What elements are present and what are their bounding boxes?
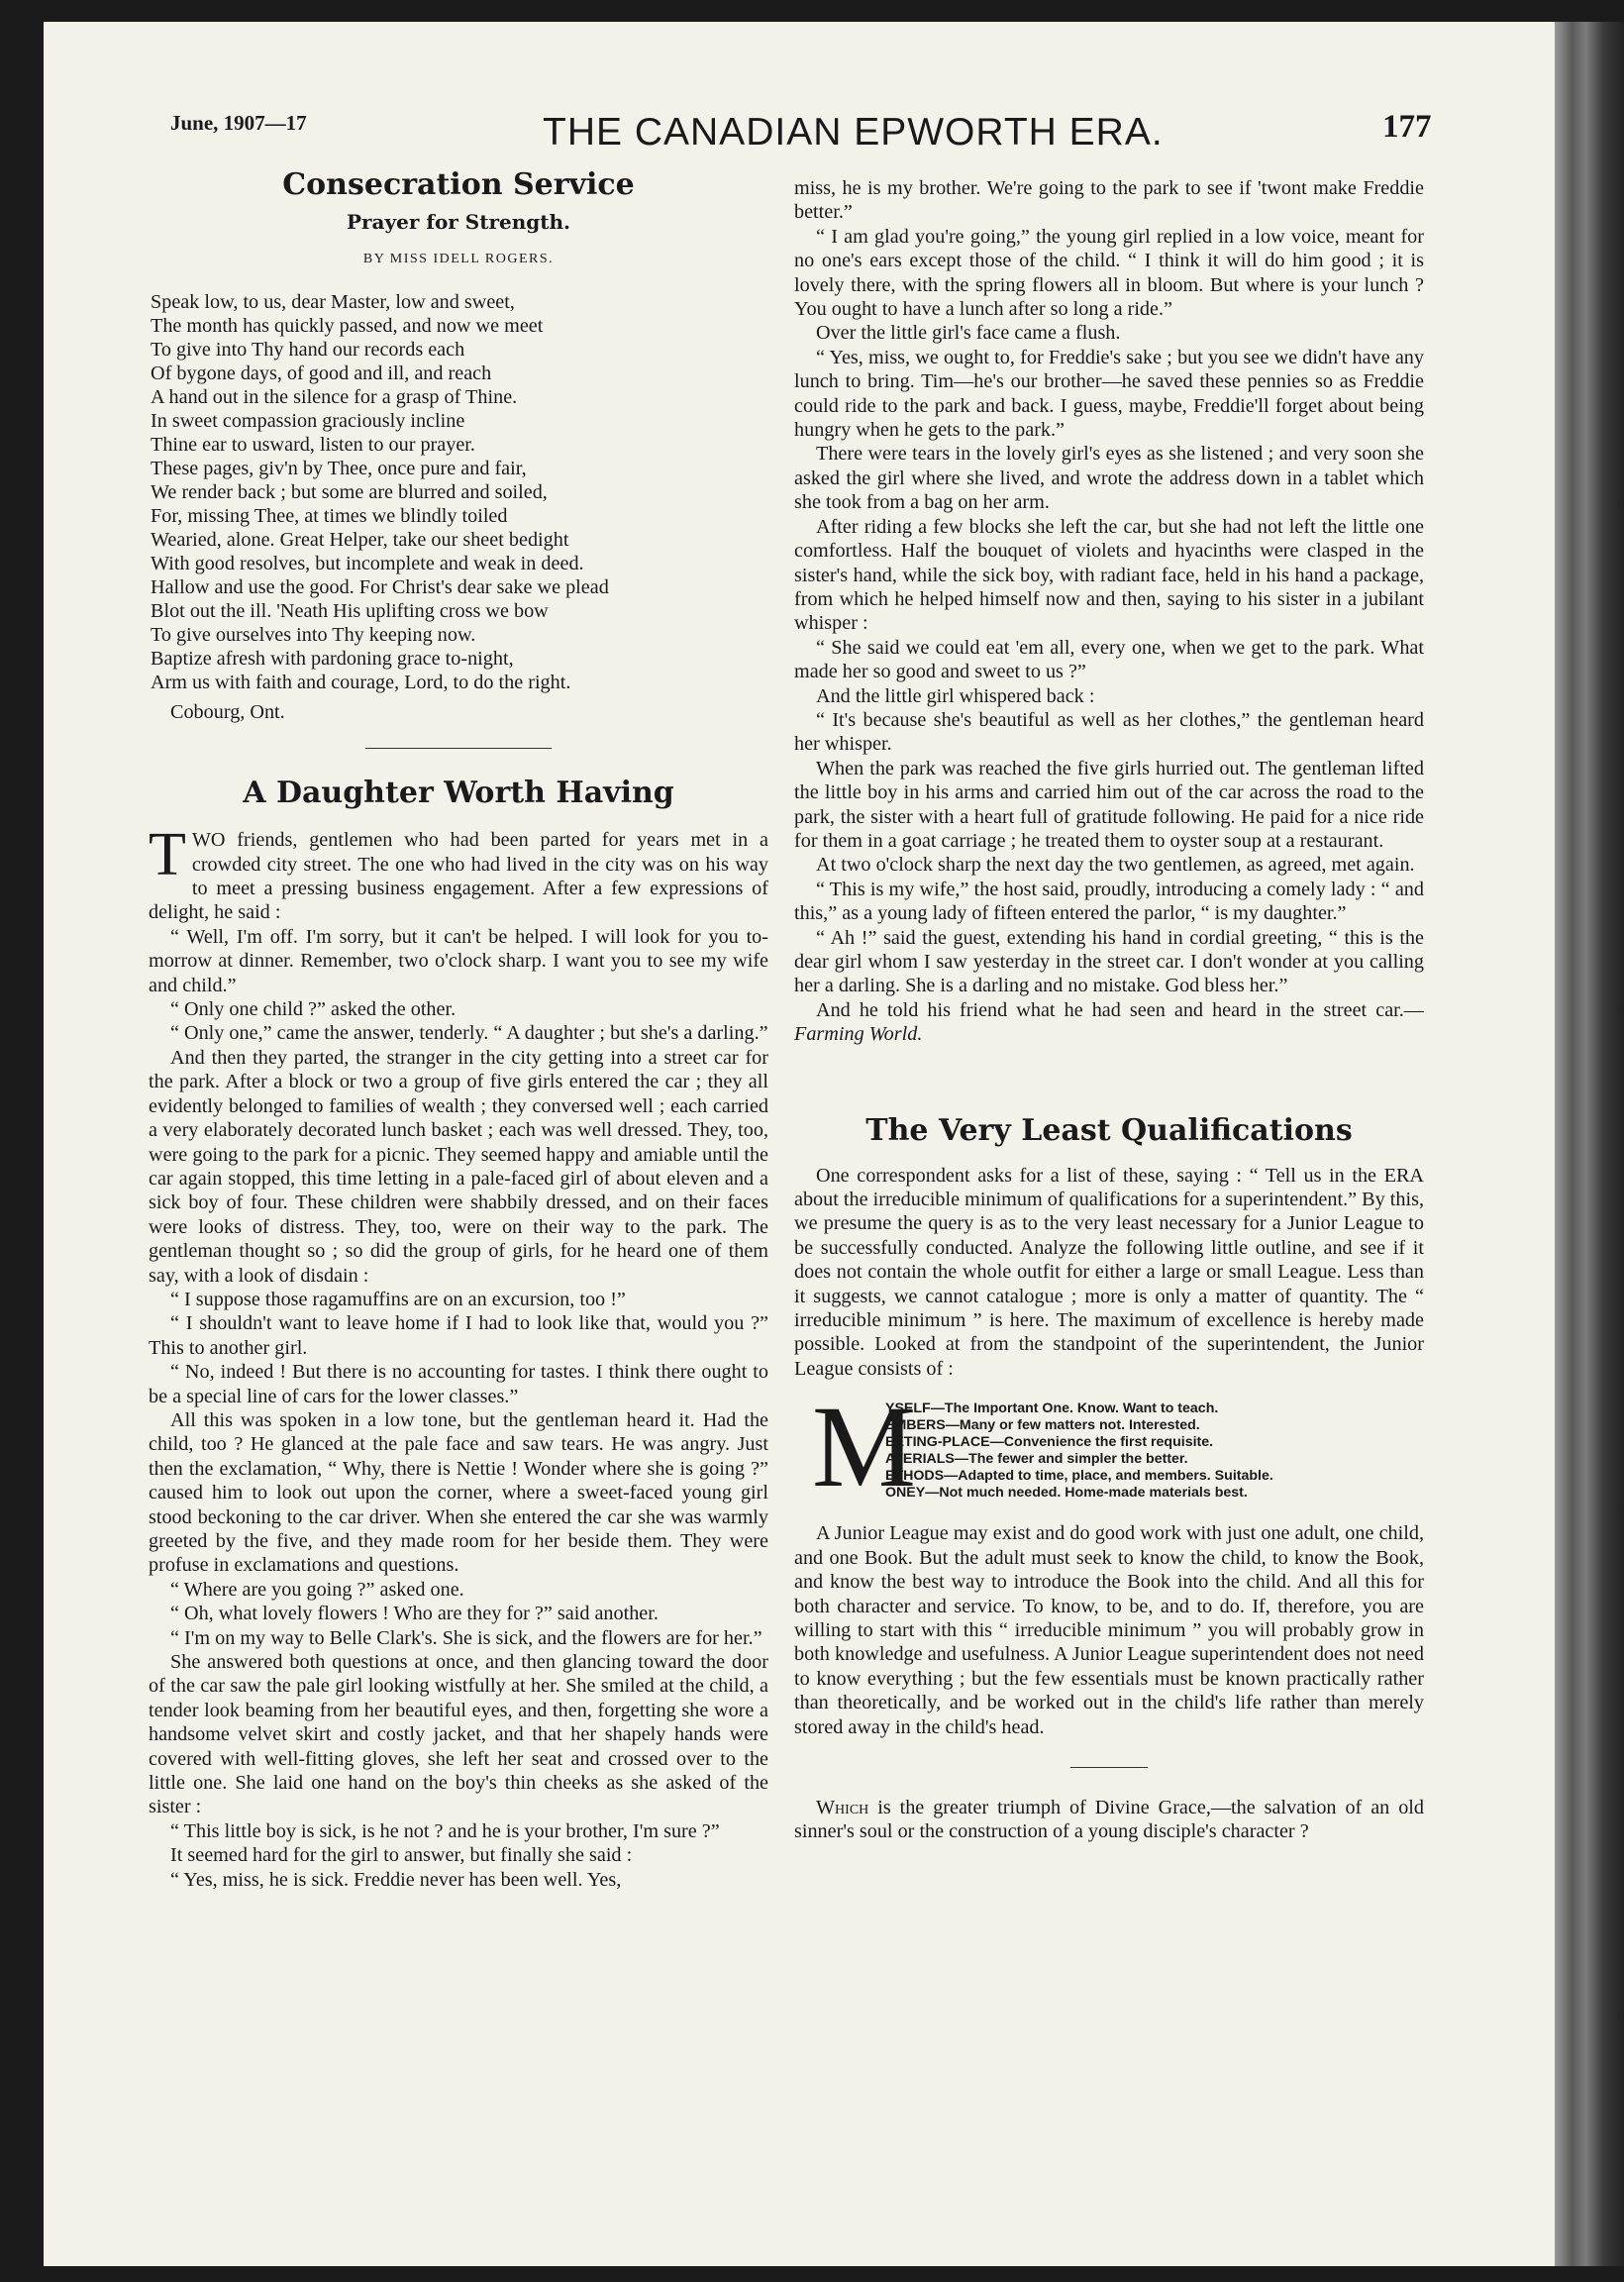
closing-question: Which is the greater triumph of Divine Grace,—the salvation of an old sinner's soul or the construction of a young disciple's character ? bbox=[794, 1796, 1424, 1843]
story-paragraph: “ Only one child ?” asked the other. bbox=[170, 998, 457, 1021]
story-paragraph: “ Well, I'm off. I'm sorry, but it can't be helped. I will look for you to-morrow at dinner. Remember, two o'clock sharp. I want you to see my wife and child.” bbox=[149, 925, 768, 996]
poem-body bbox=[151, 290, 768, 694]
poem-line: Thine ear to usward, listen to our prayer. bbox=[151, 433, 475, 456]
story-paragraph: “ Yes, miss, we ought to, for Freddie's sake ; but you see we didn't have any lunch to bring. Tim—he's our brother—he saved these pennies so as Freddie could ride to the park and back. I guess, maybe, Freddie'll forget about being hungry when he gets to the park.” bbox=[794, 346, 1424, 442]
story-paragraph: “ Where are you going ?” asked one. bbox=[170, 1578, 464, 1601]
story-paragraph: “ No, indeed ! But there is no accounting for tastes. I think there ought to be a special line of cars for the lower classes.” bbox=[149, 1361, 768, 1407]
story-paragraph: It seemed hard for the girl to answer, but finally she said : bbox=[170, 1844, 633, 1867]
story-paragraph: “ I shouldn't want to leave home if I had to look like that, would you ?” This to another girl. bbox=[149, 1312, 768, 1359]
story-title: A Daughter Worth Having bbox=[243, 776, 674, 811]
poem-line: We render back ; but some are blurred and soiled, bbox=[151, 480, 548, 503]
story-paragraph: All this was spoken in a low tone, but the gentleman heard it. Had the child, too ? He glanced at the pale face and saw tears. He was angry. Just then the exclamation, “ Why, there is Nettie ! Wonder where she is going ?” caused him to look out upon the corner, where a sweet-faced young girl stood beckoning to the car driver. When she entered the car she was warmly greeted by the five, and they made room for her beside them. They were profuse in exclamations and questions. bbox=[149, 1408, 768, 1577]
acrostic-line: ETHODS—Adapted to time, place, and members. Suitable. bbox=[885, 1468, 1273, 1485]
story-paragraph: “ She said we could eat 'em all, every one, when we get to the park. What made her so good and sweet to us ?” bbox=[794, 636, 1424, 683]
acrostic-initial: M bbox=[812, 1382, 916, 1512]
poem-line: Of bygone days, of good and ill, and reach bbox=[151, 362, 492, 384]
acrostic-line: EETING-PLACE—Convenience the first requisite. bbox=[885, 1434, 1214, 1451]
poem-line: Baptize afresh with pardoning grace to-night, bbox=[151, 647, 514, 670]
poem-line: To give ourselves into Thy keeping now. bbox=[151, 623, 476, 646]
page-number: 177 bbox=[1382, 109, 1432, 145]
poem-line: For, missing Thee, at times we blindly toiled bbox=[151, 504, 508, 527]
story-first-paragraph: WO friends, gentlemen who had been parted for years met in a crowded city street. The one who had lived in the city was on his way to meet a pressing business engagement. After a few expressions of delight, he said : bbox=[149, 829, 768, 924]
qualifications-intro: One correspondent asks for a list of these, saying : “ Tell us in the ERA about the irreducible minimum of qualifications for a superintendent.” By this, we presume the query is as to the very least necessary for a Junior League to be successfully conducted. Analyze the following little outline, and see if it does not contain the whole outfit for either a large or small League. Less than it suggests, we cannot catalogue ; more is only a matter of quantity. The “ irreducible minimum ” is here. The maximum of excellence is hereby made possible. Looked at from the standpoint of the superintendent, the Junior League consists of : bbox=[794, 1164, 1424, 1380]
poem-line: A hand out in the silence for a grasp of Thine. bbox=[151, 385, 518, 408]
story-source: Farming World. bbox=[794, 1023, 923, 1046]
story-paragraph: “ Yes, miss, he is sick. Freddie never has been well. Yes, bbox=[170, 1868, 622, 1891]
story-paragraph: After riding a few blocks she left the car, but she had not left the little one comfortless. Half the bouquet of violets and hyacinths were clasped in the sister's hand, while the sick boy, with radiant face, held in his hand a package, from which he helped himself now and then, saying to his sister in a jubilant whisper : bbox=[794, 515, 1424, 635]
story-paragraph: Over the little girl's face came a flush. bbox=[816, 322, 1121, 345]
poem-line: Blot out the ill. 'Neath His uplifting cross we bow bbox=[151, 599, 549, 622]
story-left-paragraphs bbox=[149, 925, 768, 1892]
story-last-paragraph: And he told his friend what he had seen and heard in the street car.—Farming World. bbox=[794, 998, 1424, 1046]
poem-title: Consecration Service bbox=[282, 167, 635, 202]
running-header-date: June, 1907—17 bbox=[170, 111, 307, 135]
section-divider-small bbox=[1070, 1767, 1148, 1768]
acrostic-line: ONEY—Not much needed. Home-made materials best. bbox=[885, 1485, 1248, 1502]
section-divider bbox=[365, 748, 552, 749]
left-column bbox=[149, 166, 768, 1892]
story-paragraph: “ I am glad you're going,” the young girl replied in a low voice, meant for no one's ears except those of the child. “ I think it will do him good ; it is lovely there, with the spring flowers all in bloom. But where is your lunch ? You ought to have a lunch after so long a ride.” bbox=[794, 225, 1424, 321]
drop-cap: T bbox=[149, 821, 186, 889]
poem-line: The month has quickly passed, and now we meet bbox=[151, 314, 544, 337]
story-paragraph: When the park was reached the five girls hurried out. The gentleman lifted the little boy in his arms and carried him out of the car across the road to the park, the sister with a heart full of gratitude following. He paid for a nice ride for them in a goat carriage ; he treated them to oyster soup at a restaurant. bbox=[794, 757, 1424, 852]
poem-line: In sweet compassion graciously incline bbox=[151, 409, 465, 432]
story-paragraph: “ Ah !” said the guest, extending his hand in cordial greeting, “ this is the dear girl whom I saw yesterday in the street car. I don't wonder at you calling her a darling. She is a darling and no mistake. God bless her.” bbox=[794, 926, 1424, 997]
poem-place: Cobourg, Ont. bbox=[170, 700, 285, 723]
running-header-title: THE CANADIAN EPWORTH ERA. bbox=[543, 111, 1164, 154]
poem-byline: BY MISS IDELL ROGERS. bbox=[362, 252, 555, 267]
qualifications-title: The Very Least Qualifications bbox=[865, 1112, 1353, 1148]
story-paragraph: There were tears in the lovely girl's eyes as she listened ; and very soon she asked the girl where she lived, and wrote the address down in a tablet which she took from a bag on her arm. bbox=[794, 443, 1424, 514]
story-opening bbox=[149, 821, 768, 925]
story-paragraph: “ Oh, what lovely flowers ! Who are they for ?” said another. bbox=[170, 1603, 659, 1625]
acrostic-line: ATERIALS—The fewer and simpler the better. bbox=[885, 1451, 1188, 1468]
acrostic-outline bbox=[812, 1382, 1424, 1512]
poem-line: Speak low, to us, dear Master, low and sweet, bbox=[151, 290, 515, 313]
story-paragraph: And then they parted, the stranger in the city getting into a street car for the park. After a block or two a group of five girls entered the car ; they all evidently belonged to families of wealth ; they conversed well ; each carried a very elaborately decorated lunch basket ; each was well dressed. They, too, were going to the park for a picnic. They seemed happy and amiable until the car again stopped, this time letting in a pale-faced girl of about eleven and a sick boy of four. These children were shabbily dressed, and on their faces were looks of distress. They, too, were on their way to the park. The gentleman thought so ; so did the group of girls, for he heard one of them say, with a look of disdain : bbox=[149, 1046, 768, 1287]
story-paragraph: “ I'm on my way to Belle Clark's. She is sick, and the flowers are for her.” bbox=[170, 1626, 762, 1649]
binding-edge bbox=[1555, 22, 1624, 2266]
story-paragraph: “ I suppose those ragamuffins are on an excursion, too !” bbox=[170, 1288, 626, 1310]
poem-line: These pages, giv'n by Thee, once pure and fair, bbox=[151, 457, 527, 479]
story-paragraph: “ This is my wife,” the host said, proudly, introducing a comely lady : “ and this,” as a young lady of fifteen entered the parlor, “ is my daughter.” bbox=[794, 878, 1424, 925]
story-right-paragraphs bbox=[794, 176, 1424, 998]
story-paragraph: At two o'clock sharp the next day the two gentlemen, as agreed, met again. bbox=[816, 854, 1415, 877]
story-paragraph: miss, he is my brother. We're going to the park to see if 'twont make Freddie better.” bbox=[794, 177, 1424, 224]
poem-line: To give into Thy hand our records each bbox=[151, 338, 465, 361]
poem-subtitle: Prayer for Strength. bbox=[346, 210, 571, 234]
right-column bbox=[794, 176, 1424, 1844]
poem-line: With good resolves, but incomplete and weak in deed. bbox=[151, 552, 584, 574]
acrostic-line: YSELF—The Important One. Know. Want to teach. bbox=[885, 1400, 1219, 1417]
story-paragraph: And the little girl whispered back : bbox=[816, 684, 1095, 707]
story-paragraph: “ This little boy is sick, is he not ? and he is your brother, I'm sure ?” bbox=[170, 1819, 720, 1842]
acrostic-line: EMBERS—Many or few matters not. Interested. bbox=[885, 1417, 1200, 1434]
poem-line: Hallow and use the good. For Christ's dear sake we plead bbox=[151, 575, 609, 598]
story-paragraph: She answered both questions at once, and then glancing toward the door of the car saw the pale girl looking wistfully at her. She smiled at the child, a tender look beaming from her beautiful eyes, and then, forgetting she wore a handsome velvet skirt and costly jacket, and that her shapely hands were covered with well-fitting gloves, she left her seat and crossed over to the little one. She laid one hand on the boy's thin cheeks as she asked of the sister : bbox=[149, 1651, 768, 1818]
qualifications-body: A Junior League may exist and do good work with just one adult, one child, and one Book. But the adult must seek to know the child, to know the Book, and know the best way to introduce the Book into the child. And all this for both character and service. To know, to be, and to do. If, therefore, you are willing to start with this “ irreducible minimum ” you will probably grow in both knowledge and usefulness. A Junior League superintendent does not need to know everything ; but the few essentials must be known practically rather than theoretically, and be worked out in the child's life rather than merely stored away in the child's head. bbox=[794, 1522, 1424, 1738]
poem-line: Arm us with faith and courage, Lord, to do the right. bbox=[151, 671, 571, 693]
story-paragraph: “ Only one,” came the answer, tenderly. “ A daughter ; but she's a darling.” bbox=[170, 1022, 768, 1045]
acrostic-lines bbox=[885, 1400, 1273, 1502]
poem-line: Wearied, alone. Great Helper, take our sheet bedight bbox=[151, 528, 569, 551]
story-paragraph: “ It's because she's beautiful as well as her clothes,” the gentleman heard her whisper. bbox=[794, 708, 1424, 756]
